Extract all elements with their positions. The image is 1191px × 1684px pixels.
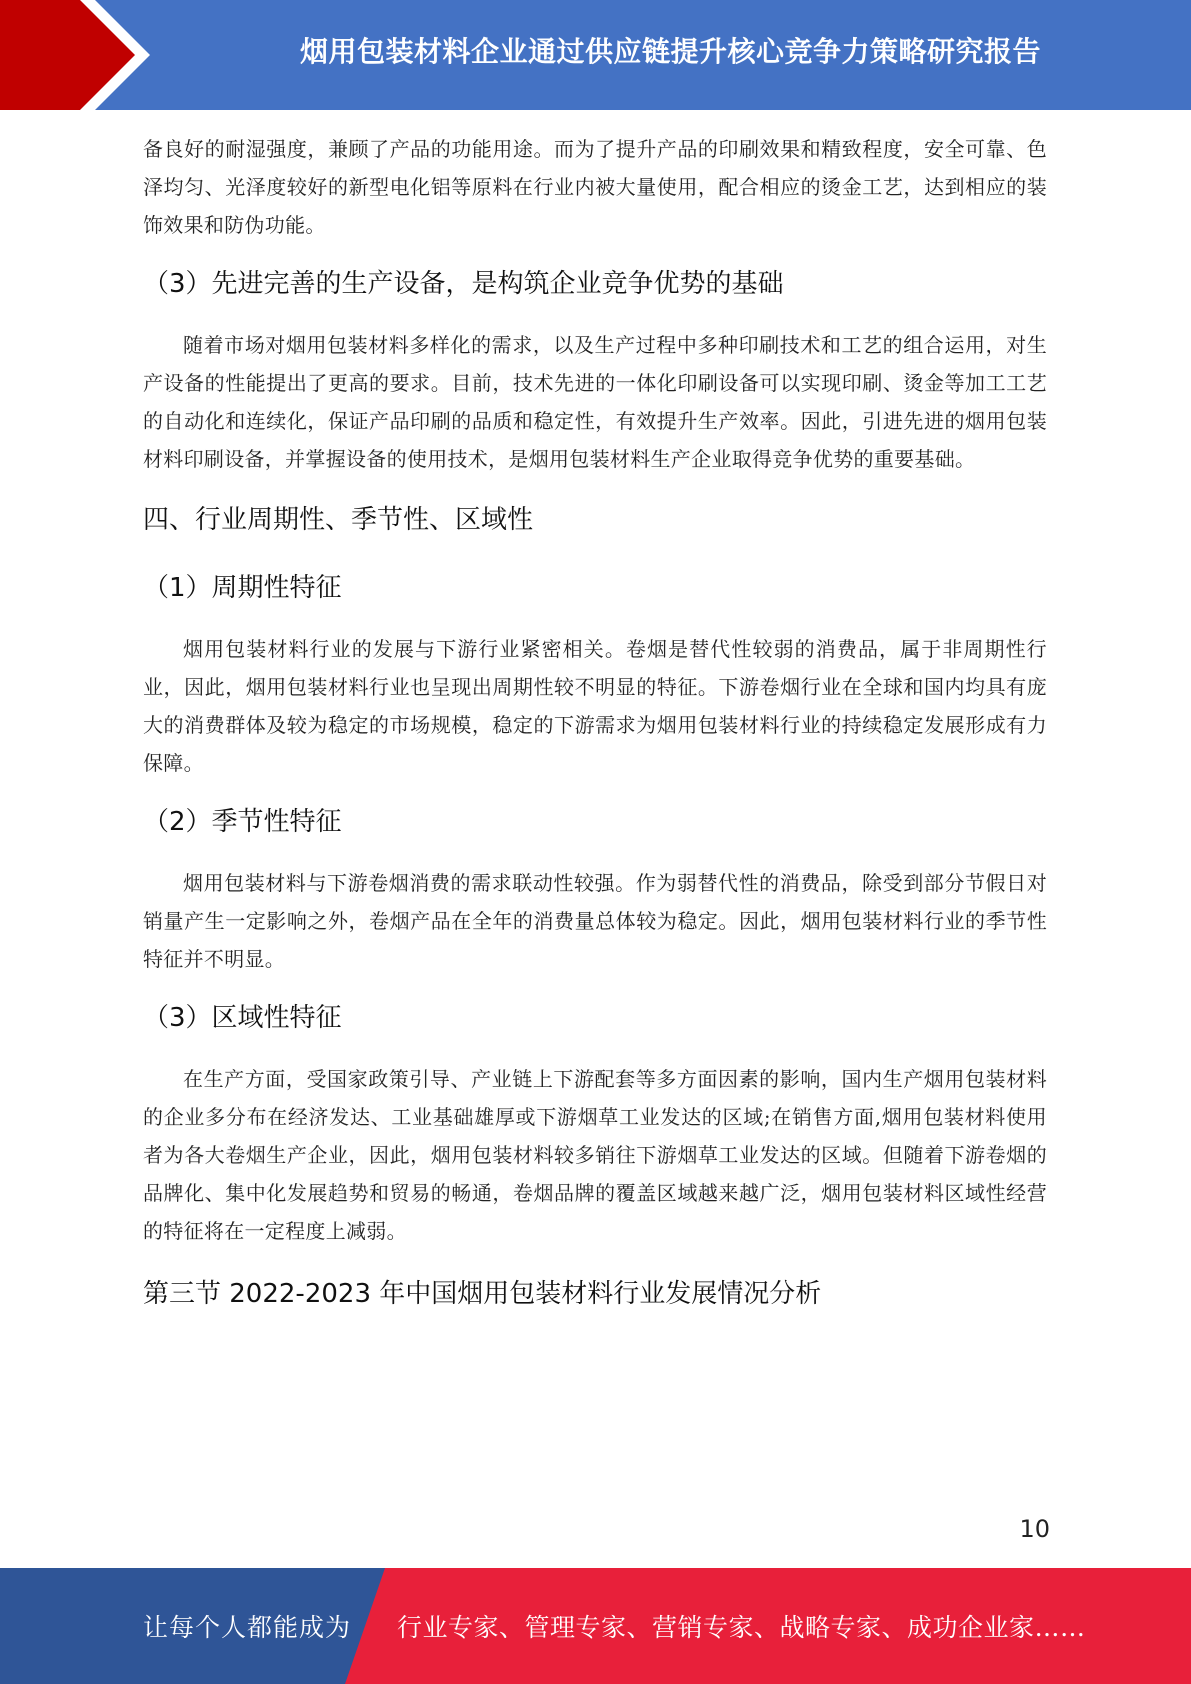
paragraph-equipment: 随着市场对烟用包装材料多样化的需求，以及生产过程中多种印刷技术和工艺的组合运用，对生产设备的性能提出了更高的要求。目前，技术先进的一体化印刷设备可以实现印刷、烫金等加工工艺的自动化和连续化，保证产品印刷的品质和稳定性，有效提升生产效率。因此，引进先进的烟用包装材料印刷设备，并掌握设备的使用技术，是烟用包装材料生产企业取得竞争优势的重要基础。 — [143, 333, 1047, 471]
paragraph-seasonality: 烟用包装材料与下游卷烟消费的需求联动性较强。作为弱替代性的消费品，除受到部分节假日对销量产生一定影响之外，卷烟产品在全年的消费量总体较为稳定。因此，烟用包装材料行业的季节性特征并不明显。 — [143, 871, 1047, 971]
paragraph-materials-continued: 备良好的耐湿强度，兼顾了产品的功能用途。而为了提升产品的印刷效果和精致程度，安全可靠、色泽均匀、光泽度较好的新型电化铝等原料在行业内被大量使用，配合相应的烫金工艺，达到相应的装饰效果和防伪功能。 — [143, 137, 1047, 237]
paragraph-cyclicality: 烟用包装材料行业的发展与下游行业紧密相关。卷烟是替代性较弱的消费品，属于非周期性行业，因此，烟用包装材料行业也呈现出周期性较不明显的特征。下游卷烟行业在全球和国内均具有庞大的消费群体及较为稳定的市场规模，稳定的下游需求为烟用包装材料行业的持续稳定发展形成有力保障。 — [143, 637, 1047, 775]
heading-regionality: （3）区域性特征 — [143, 1003, 342, 1033]
page-number: 10 — [1019, 1515, 1050, 1543]
footer-slogan-right: 行业专家、管理专家、营销专家、战略专家、成功企业家…… — [397, 1613, 1086, 1642]
paragraph-regionality: 在生产方面，受国家政策引导、产业链上下游配套等多方面因素的影响，国内生产烟用包装材料的企业多分布在经济发达、工业基础雄厚或下游烟草工业发达的区域;在销售方面,烟用包装材料使用者为各大卷烟生产企业，因此，烟用包装材料较多销往下游烟草工业发达的区域。但随着下游卷烟的品牌化、集中化发展趋势和贸易的畅通，卷烟品牌的覆盖区域越来越广泛，烟用包装材料区域性经营的特征将在一定程度上减弱。 — [143, 1067, 1047, 1243]
heading-equipment: （3）先进完善的生产设备，是构筑企业竞争优势的基础 — [143, 269, 784, 299]
page-header — [0, 0, 1191, 110]
heading-section-four: 四、行业周期性、季节性、区域性 — [143, 505, 534, 535]
heading-seasonality: （2）季节性特征 — [143, 807, 342, 837]
report-title: 烟用包装材料企业通过供应链提升核心竞争力策略研究报告 — [299, 35, 1041, 68]
document-body — [143, 130, 1047, 1314]
page-footer — [0, 1568, 1191, 1684]
heading-cyclicality: （1）周期性特征 — [143, 573, 342, 603]
footer-slogan-left: 让每个人都能成为 — [143, 1613, 352, 1642]
heading-section-three: 第三节 2022-2023 年中国烟用包装材料行业发展情况分析 — [143, 1279, 822, 1309]
